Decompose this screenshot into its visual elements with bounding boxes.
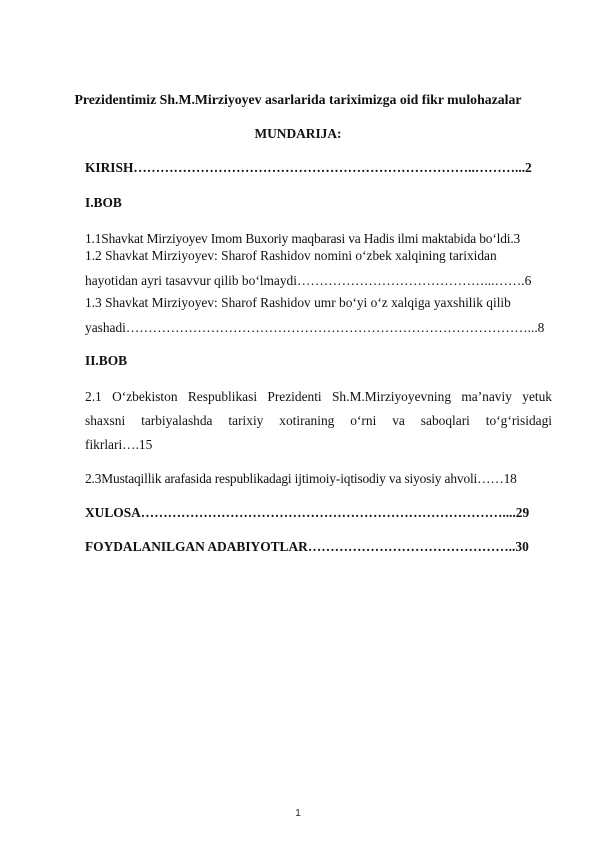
toc-entry-2-3: 2.3Mustaqillik arafasida respublikadagi ijtimoiy-iqtisodiy va siyosiy ahvoli……18 (85, 471, 517, 486)
toc-entry-1-3-line-2: yashadi………………………………………………………………………………...8 (85, 320, 545, 335)
toc-entry-2-1-line-1: 2.1 O‘zbekiston Respublikasi Prezidenti Sh.M.Mirziyoyevning ma’naviy yetuk (85, 389, 552, 404)
toc-entry-1-2-line-2: hayotidan ayri tasavvur qilib bo‘lmaydi……………………………………...…….6 (85, 273, 532, 288)
contents-heading: MUNDARIJA: (254, 126, 342, 141)
toc-entry-2-1-line-3: fikrlari….15 (85, 437, 153, 452)
toc-entry-conclusion: XULOSA………………………………………………………………………....29 (85, 505, 530, 520)
toc-entry-1-1: 1.1Shavkat Mirziyoyev Imom Buxoriy maqbarasi va Hadis ilmi maktabida bo‘ldi.3 (85, 231, 521, 246)
toc-chapter-1-heading: I.BOB (85, 195, 122, 210)
toc-entry-intro: KIRISH…………………………………………………………………..………...2 (85, 160, 532, 175)
page-number: 1 (295, 808, 301, 819)
toc-entry-2-1-line-2: shaxsni tarbiyalashda tarixiy xotiraning o‘rni va saboqlari to‘g‘risidagi (85, 413, 552, 428)
toc-entry-1-3-line-1: 1.3 Shavkat Mirziyoyev: Sharof Rashidov umr bo‘yi o‘z xalqiga yaxshilik qilib (85, 295, 511, 310)
toc-entry-references: FOYDALANILGAN ADABIYOTLAR………………………………………..30 (85, 539, 529, 554)
toc-chapter-2-heading: II.BOB (85, 353, 128, 368)
document-title: Prezidentimiz Sh.M.Mirziyoyev asarlarida tariximizga oid fikr mulohazalar (74, 92, 522, 107)
toc-entry-1-2-line-1: 1.2 Shavkat Mirziyoyev: Sharof Rashidov nomini o‘zbek xalqining tarixidan (85, 248, 497, 263)
